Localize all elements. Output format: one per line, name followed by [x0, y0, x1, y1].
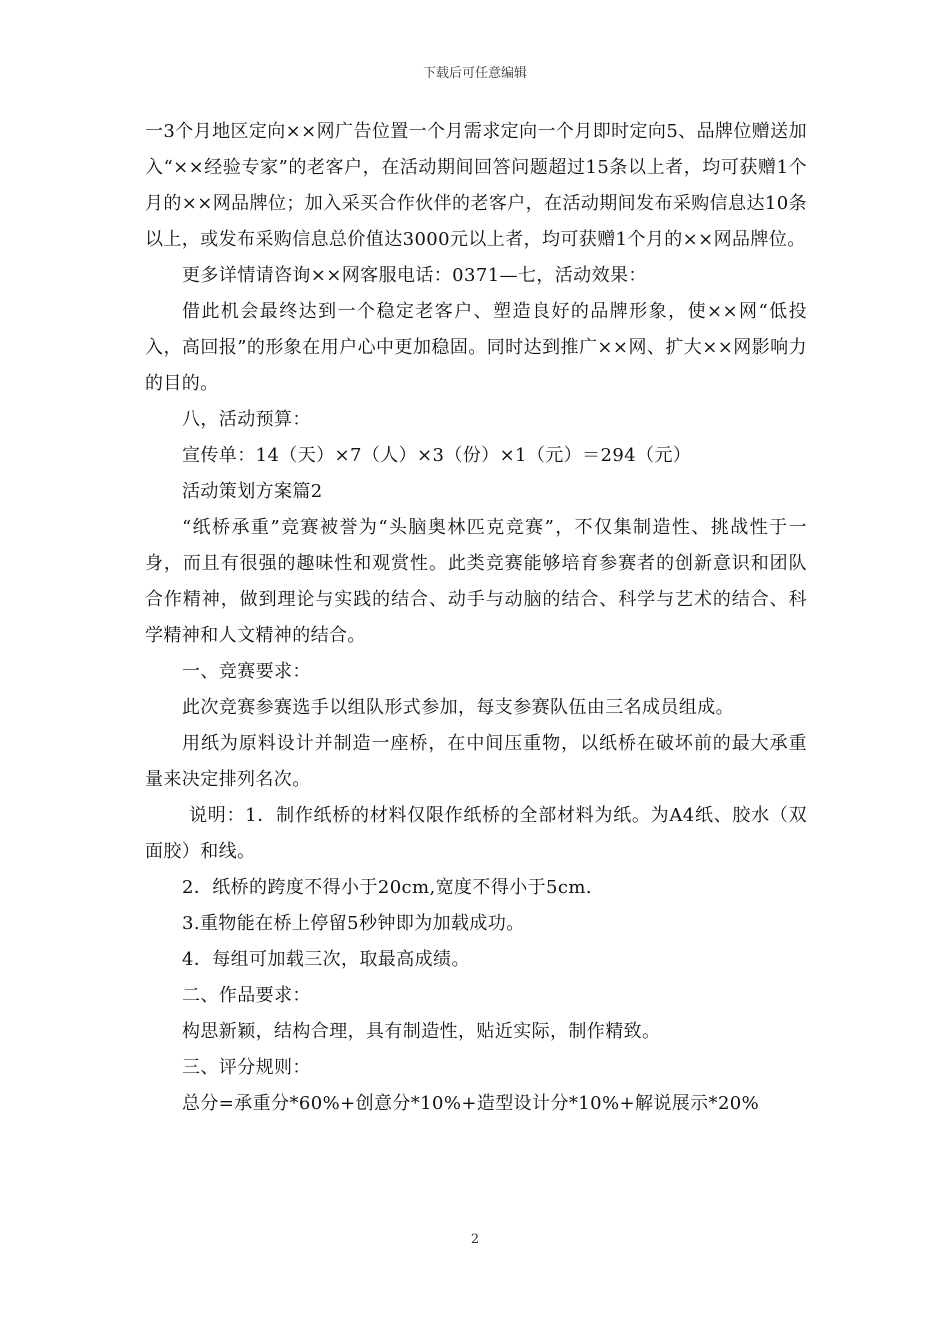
- heading-scoring: 三、评分规则：: [182, 1057, 311, 1078]
- page-number: 2: [470, 1232, 480, 1247]
- page-header: 下载后可任意编辑: [422, 66, 527, 81]
- document-body: [145, 114, 807, 1122]
- paragraph-flyer-cost: 宣传单：14（天）×7（人）×3（份）×1（元）＝294（元）: [182, 445, 692, 466]
- heading-work-requirements: 二、作品要求：: [182, 985, 311, 1006]
- rule-item-3: 3.重物能在桥上停留5秒钟即为加载成功。: [182, 913, 525, 934]
- paragraph-ad-placement: 一3个月地区定向××网广告位置一个月需求定向一个月即时定向5、品牌位赠送加入“××经验专家”的老客户，在活动期间回答问题超过15条以上者，均可获赠1个月的××网品牌位；加入采买合作伙伴的老客户，在活动期间发布采购信息达10条以上，或发布采购信息总价值达3000元以上者，均可获赠1个月的××网品牌位。: [145, 121, 807, 250]
- paragraph-task: 用纸为原料设计并制造一座桥，在中间压重物，以纸桥在破坏前的最大承重量来决定排列名次。: [145, 733, 807, 790]
- rule-item-4: 4．每组可加载三次，取最高成绩。: [182, 949, 470, 970]
- paragraph-paper-bridge-intro: “纸桥承重”竞赛被誉为“头脑奥林匹克竞赛”，不仅集制造性、挑战性于一身，而且有很强的趣味性和观赏性。此类竞赛能够培育参赛者的创新意识和团队合作精神，做到理论与实践的结合、动手与动脑的结合、科学与艺术的结合、科学精神和人文精神的结合。: [145, 517, 807, 646]
- paragraph-work-requirements: 构思新颖，结构合理，具有制造性，贴近实际，制作精致。: [182, 1021, 661, 1042]
- heading-budget: 八，活动预算：: [182, 409, 311, 430]
- heading-requirements: 一、竞赛要求：: [182, 661, 311, 682]
- paragraph-notes: 说明：1．制作纸桥的材料仅限作纸桥的全部材料为纸。为A4纸、胶水（双面胶）和线。: [145, 805, 807, 862]
- paragraph-contact: 更多详情请咨询××网客服电话：0371—七，活动效果：: [182, 265, 647, 286]
- paragraph-scoring-formula: 总分=承重分*60%+创意分*10%+造型设计分*10%+解说展示*20%: [182, 1093, 760, 1114]
- paragraph-effect: 借此机会最终达到一个稳定老客户、塑造良好的品牌形象，使××网“低投入，高回报”的形象在用户心中更加稳固。同时达到推广××网、扩大××网影响力的目的。: [145, 301, 807, 394]
- rule-item-2: 2．纸桥的跨度不得小于20cm,宽度不得小于5cm.: [182, 877, 592, 898]
- heading-plan-2: 活动策划方案篇2: [182, 481, 323, 502]
- paragraph-team: 此次竞赛参赛选手以组队形式参加，每支参赛队伍由三名成员组成。: [182, 697, 734, 718]
